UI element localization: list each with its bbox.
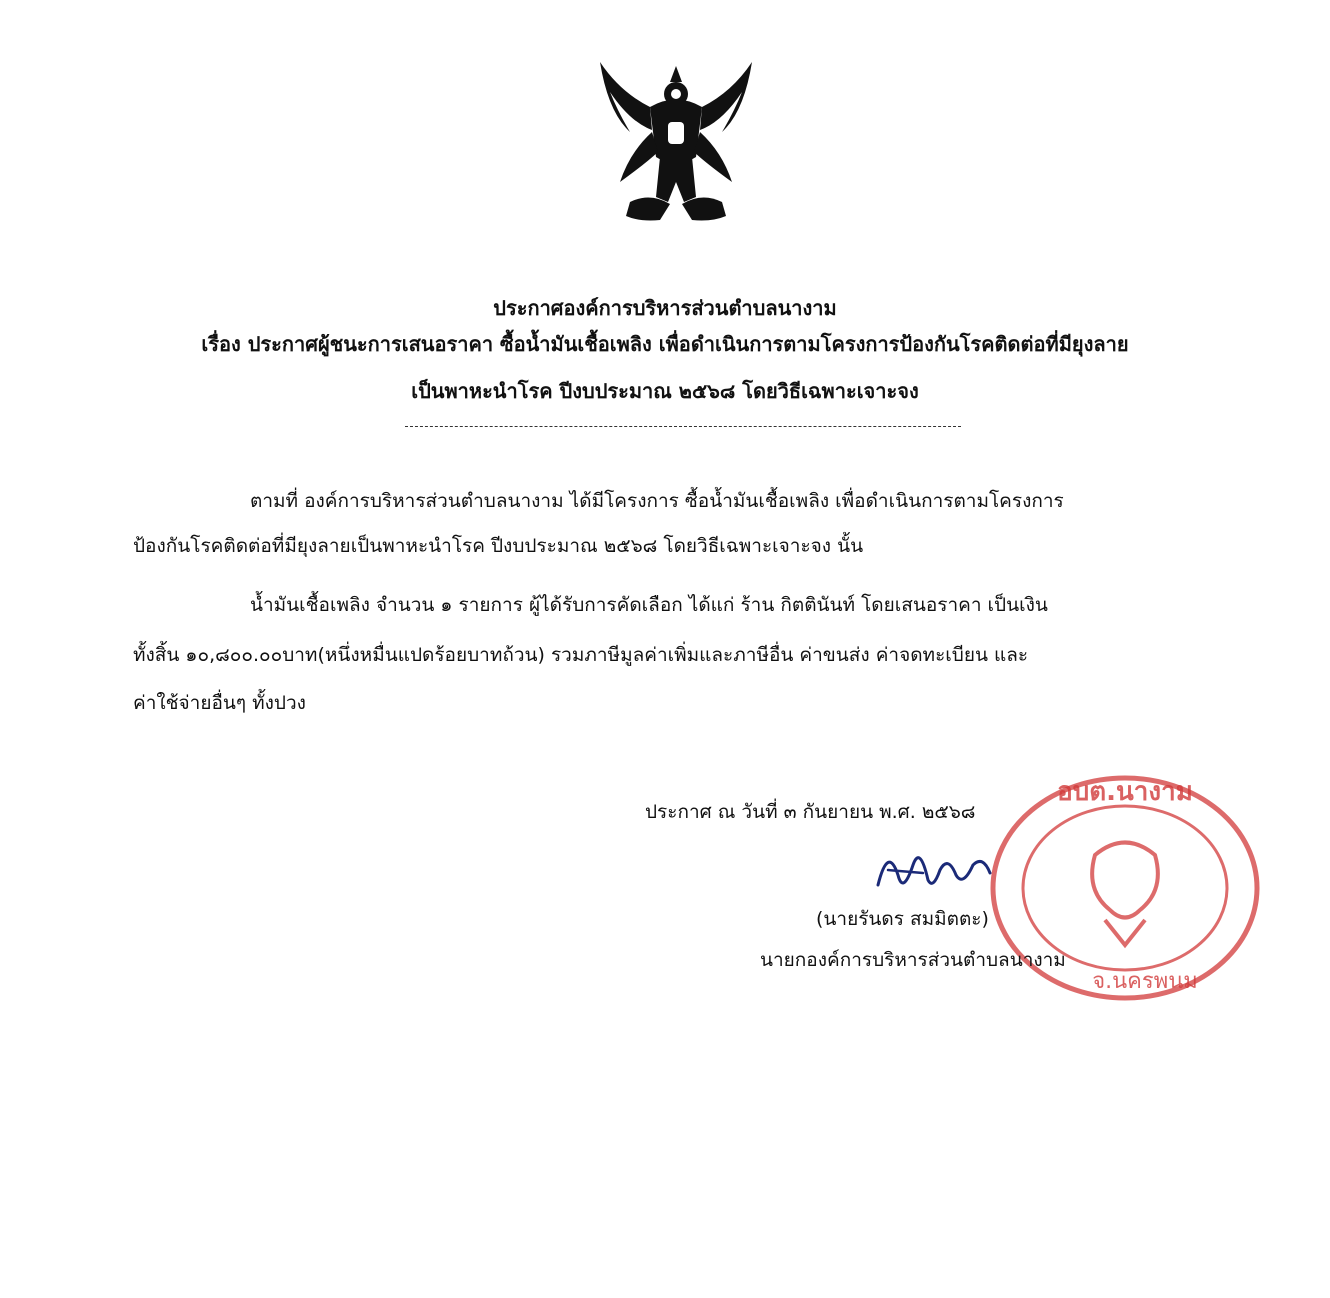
paragraph-2-line-1: น้ำมันเชื้อเพลิง จำนวน ๑ รายการ ผู้ได้รับการคัดเลือก ได้แก่ ร้าน กิตตินันท์ โดยเสนอราคา เป็นเงิน: [250, 594, 1048, 616]
garuda-emblem-icon: [590, 52, 762, 232]
signer-position: นายกองค์การบริหารส่วนตำบลนางาม: [760, 949, 1066, 971]
paragraph-1-line-2: ป้องกันโรคติดต่อที่มียุงลายเป็นพาหะนำโรค ปีงบประมาณ ๒๕๖๘ โดยวิธีเฉพาะเจาะจง นั้น: [133, 535, 864, 557]
announcement-date: ประกาศ ณ วันที่ ๓ กันยายน พ.ศ. ๒๕๖๘: [645, 801, 976, 823]
svg-text:อบต.นางาม: อบต.นางาม: [1057, 777, 1193, 807]
svg-text:จ.นครพนม: จ.นครพนม: [1092, 969, 1198, 994]
paragraph-2-line-3: ค่าใช้จ่ายอื่นๆ ทั้งปวง: [133, 692, 306, 714]
paragraph-1-line-1: ตามที่ องค์การบริหารส่วนตำบลนางาม ได้มีโครงการ ซื้อน้ำมันเชื้อเพลิง เพื่อดำเนินการตามโครงการ: [250, 490, 1064, 512]
paragraph-2-line-2: ทั้งสิ้น ๑๐,๘๐๐.๐๐บาท(หนึ่งหมื่นแปดร้อยบาทถ้วน) รวมภาษีมูลค่าเพิ่มและภาษีอื่น ค่าขนส่ง ค่าจดทะเบียน และ: [133, 644, 1029, 666]
heading-line-3: เป็นพาหะนำโรค ปีงบประมาณ ๒๕๖๘ โดยวิธีเฉพาะเจาะจง: [411, 379, 919, 403]
handwritten-signature: [868, 835, 1008, 905]
heading-line-2: เรื่อง ประกาศผู้ชนะการเสนอราคา ซื้อน้ำมันเชื้อเพลิง เพื่อดำเนินการตามโครงการป้องกันโรคติดต่อที่มียุงลาย: [201, 332, 1129, 356]
signer-name: (นายรันดร สมมิตตะ): [816, 908, 989, 930]
dashed-divider: [405, 426, 961, 427]
heading-line-1: ประกาศองค์การบริหารส่วนตำบลนางาม: [493, 296, 837, 320]
